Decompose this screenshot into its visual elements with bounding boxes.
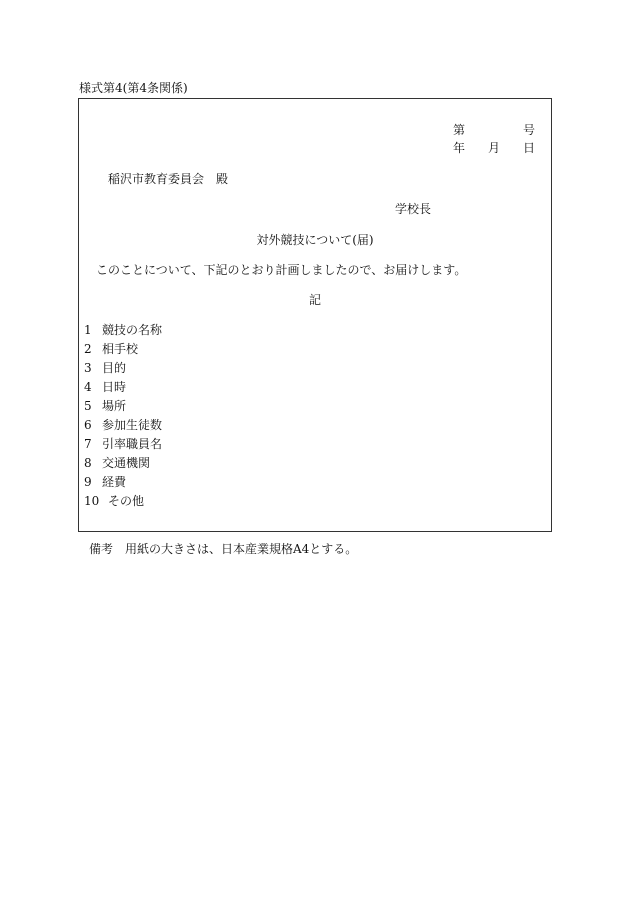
body-text: このことについて、下記のとおり計画しましたので、お届けします。 [96,263,467,277]
date-year-label: 年 [453,141,466,155]
footnote: 備考 用紙の大きさは、日本産業規格A4とする。 [89,542,358,556]
doc-number-prefix: 第 [453,123,466,137]
list-item [84,343,138,355]
list-item [84,362,126,374]
list-item [84,495,144,507]
item-label: 日時 [102,380,127,394]
addressee: 稲沢市教育委員会 殿 [108,172,229,186]
item-number: 7 [84,437,92,451]
item-label: その他 [108,494,145,508]
item-label: 相手校 [102,342,139,356]
item-number: 5 [84,399,92,413]
item-number: 9 [84,475,92,489]
item-label: 交通機関 [102,456,151,470]
item-number: 1 [84,323,92,337]
item-label: 経費 [102,475,127,489]
item-number: 10 [84,494,100,508]
item-label: 目的 [102,361,127,375]
item-label: 参加生徒数 [102,418,163,432]
date-month-label: 月 [488,141,501,155]
list-item [84,381,126,393]
item-number: 3 [84,361,92,375]
list-item [84,419,162,431]
item-label: 競技の名称 [102,323,163,337]
form-label: 様式第4(第4条関係) [79,81,188,95]
doc-number-suffix: 号 [523,123,536,137]
item-label: 場所 [102,399,127,413]
document-title: 対外競技について(届) [256,233,374,247]
item-number: 8 [84,456,92,470]
list-item [84,324,162,336]
list-item [84,400,126,412]
item-label: 引率職員名 [102,437,163,451]
item-number: 6 [84,418,92,432]
list-item [84,476,126,488]
item-number: 2 [84,342,92,356]
item-number: 4 [84,380,92,394]
ki-heading: 記 [308,293,321,307]
date-day-label: 日 [523,141,536,155]
sender: 学校長 [395,202,432,216]
list-item [84,457,150,469]
list-item [84,438,162,450]
